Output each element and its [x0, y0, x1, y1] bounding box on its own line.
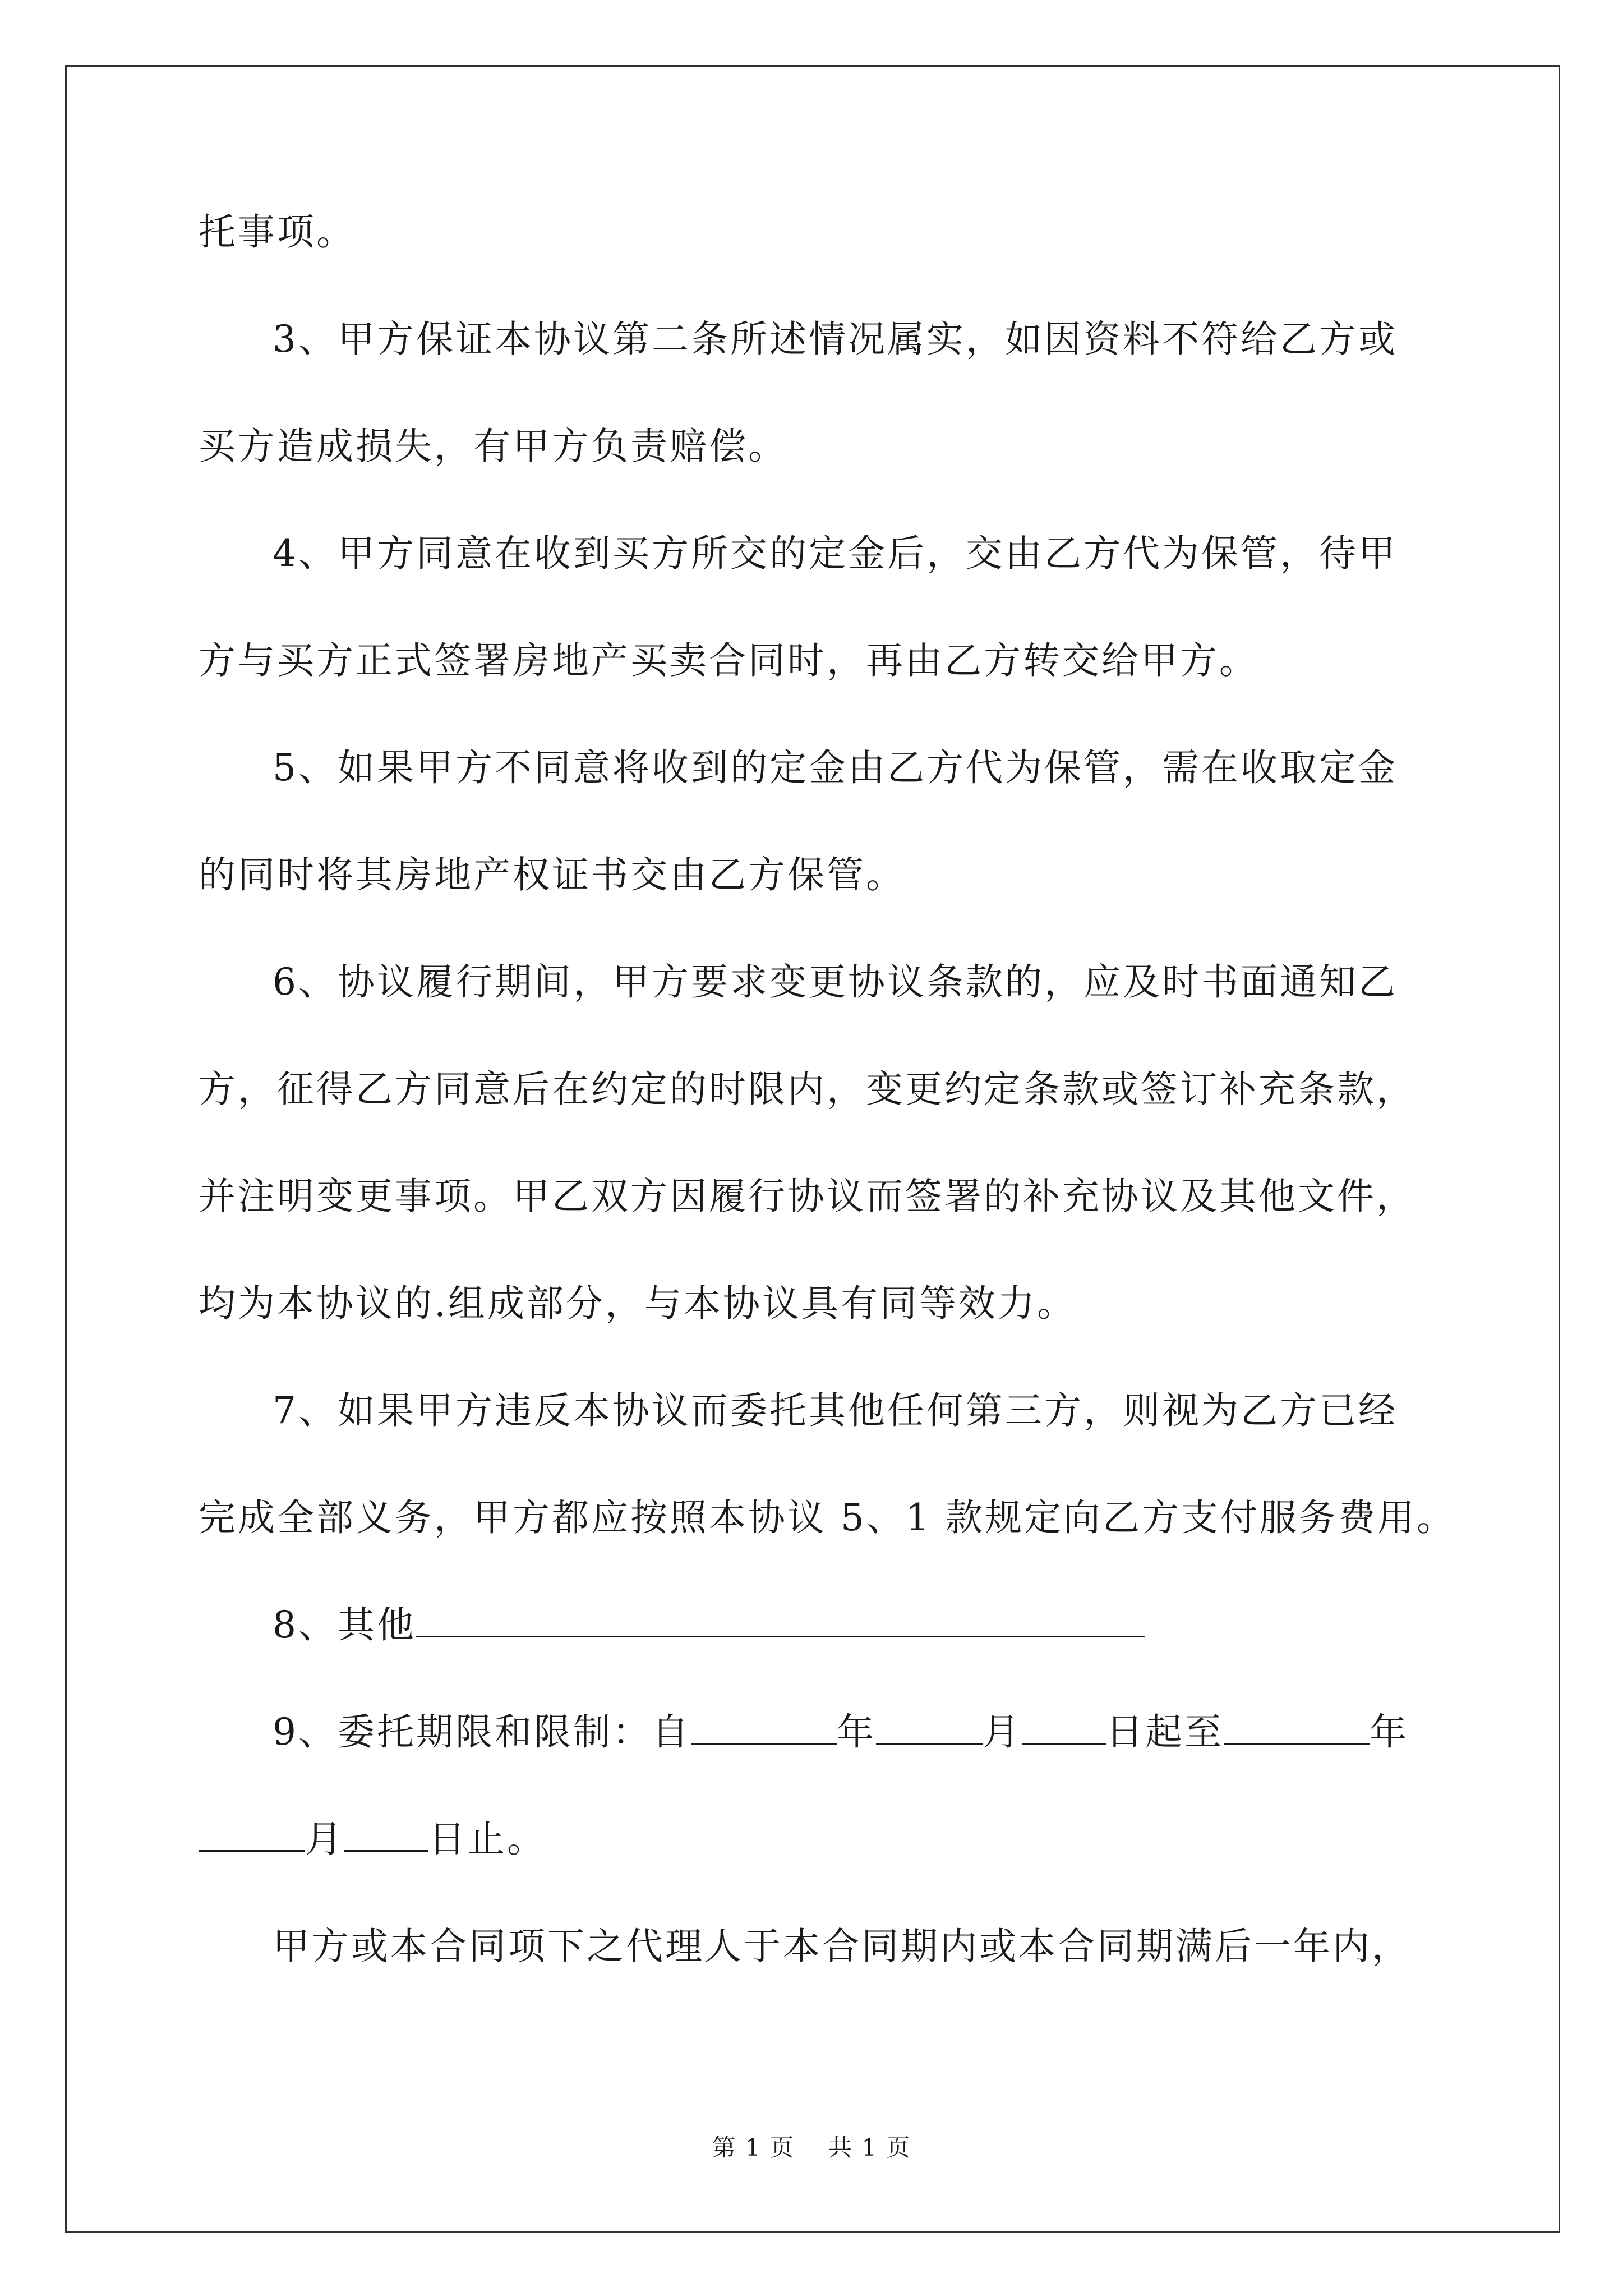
- item-9-line: [199, 1702, 1432, 1809]
- item-9-label: 9、委托期限和限制：自: [273, 1710, 691, 1754]
- text-line: 4、甲方同意在收到买方所交的定金后，交由乙方代为保管，待甲: [273, 532, 1398, 575]
- text-line: 3、甲方保证本协议第二条所述情况属实，如因资料不符给乙方或: [273, 318, 1398, 361]
- text-line: 并注明变更事项。甲乙双方因履行协议而签署的补充协议及其他文件，: [199, 1175, 1415, 1218]
- item-9-continuation: [199, 1809, 1432, 1916]
- document-body: [199, 202, 1456, 2023]
- month-label: 月: [983, 1710, 1022, 1754]
- text-line: 托事项。: [199, 210, 356, 254]
- start-day-blank: [1022, 1709, 1106, 1745]
- text-line: 5、如果甲方不同意将收到的定金由乙方代为保管，需在收取定金: [273, 746, 1398, 789]
- item-8-line: [199, 1595, 1432, 1702]
- end-day-blank: [344, 1816, 428, 1852]
- text-line: 买方造成损失，有甲方负责赔偿。: [199, 425, 787, 468]
- page-total: 共 1 页: [828, 2134, 911, 2161]
- text-line: 7、如果甲方违反本协议而委托其他任何第三方，则视为乙方已经: [273, 1389, 1398, 1432]
- month-label: 月: [305, 1818, 344, 1861]
- page-footer: [0, 2129, 1623, 2163]
- text-line: 方与买方正式签署房地产买卖合同时，再由乙方转交给甲方。: [199, 639, 1258, 682]
- text-line: 均为本协议的.组成部分，与本协议具有同等效力。: [199, 1282, 1076, 1325]
- item-8-blank: [416, 1602, 1145, 1637]
- year-label: 年: [1370, 1710, 1409, 1754]
- end-month-blank: [199, 1816, 305, 1852]
- end-year-blank: [1224, 1709, 1370, 1745]
- text-line: 甲方或本合同项下之代理人于本合同期内或本合同期满后一年内，: [273, 1925, 1411, 1968]
- text-line: 的同时将其房地产权证书交由乙方保管。: [199, 853, 905, 896]
- text-line: 完成全部义务，甲方都应按照本协议 5、1 款规定向乙方支付服务费用。: [199, 1496, 1456, 1539]
- day-from-label: 日起至: [1106, 1710, 1224, 1754]
- day-to-label: 日止。: [428, 1818, 546, 1861]
- start-month-blank: [876, 1709, 983, 1745]
- item-8-label: 8、其他: [273, 1603, 416, 1646]
- start-year-blank: [691, 1709, 837, 1745]
- text-line: 6、协议履行期间，甲方要求变更协议条款的，应及时书面通知乙: [273, 960, 1398, 1004]
- page-number: 第 1 页: [712, 2134, 795, 2161]
- text-line: 方，征得乙方同意后在约定的时限内，变更约定条款或签订补充条款，: [199, 1068, 1415, 1111]
- year-label: 年: [837, 1710, 876, 1754]
